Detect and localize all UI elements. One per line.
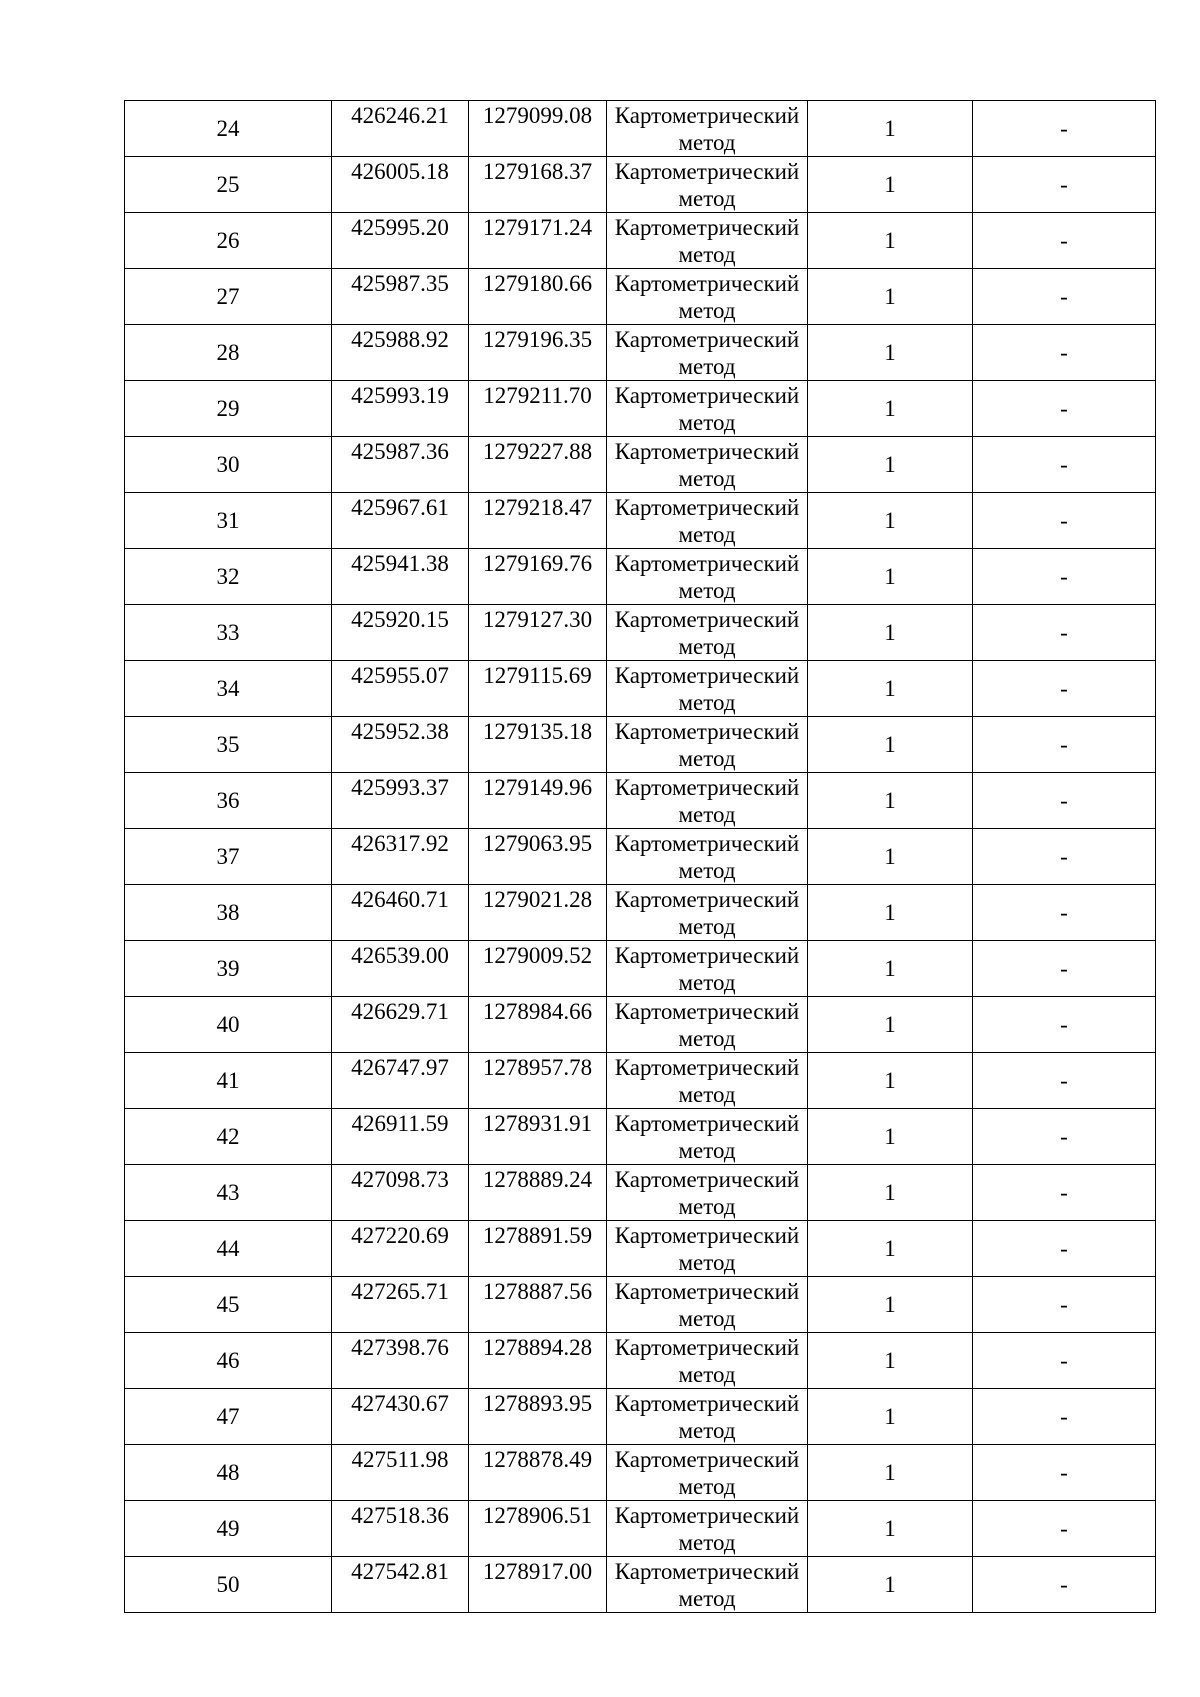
description-cell: - — [973, 213, 1156, 269]
y-coordinate-cell: 1279149.96 — [469, 773, 607, 829]
point-number-cell: 31 — [125, 493, 332, 549]
method-cell — [607, 605, 808, 661]
table-row — [125, 269, 1156, 325]
accuracy-cell: 1 — [808, 1557, 973, 1613]
description-cell: - — [973, 101, 1156, 157]
x-coordinate-cell: 425955.07 — [332, 661, 469, 717]
point-number-cell: 36 — [125, 773, 332, 829]
method-cell — [607, 941, 808, 997]
method-cell — [607, 101, 808, 157]
point-number-cell: 37 — [125, 829, 332, 885]
description-cell: - — [973, 885, 1156, 941]
x-coordinate-cell: 427542.81 — [332, 1557, 469, 1613]
y-coordinate-cell: 1279196.35 — [469, 325, 607, 381]
x-coordinate-cell: 426911.59 — [332, 1109, 469, 1165]
x-coordinate-cell: 427511.98 — [332, 1445, 469, 1501]
table-row — [125, 213, 1156, 269]
method-text: Картометрический метод — [614, 887, 800, 939]
point-number-cell: 38 — [125, 885, 332, 941]
table-row — [125, 1389, 1156, 1445]
description-cell: - — [973, 1445, 1156, 1501]
table-row — [125, 1557, 1156, 1613]
point-number-cell: 35 — [125, 717, 332, 773]
point-number-cell: 29 — [125, 381, 332, 437]
method-cell — [607, 213, 808, 269]
table-row — [125, 549, 1156, 605]
description-cell: - — [973, 605, 1156, 661]
method-text: Картометрический метод — [614, 327, 800, 379]
y-coordinate-cell: 1278906.51 — [469, 1501, 607, 1557]
method-text: Картометрический метод — [614, 495, 800, 547]
x-coordinate-cell: 425995.20 — [332, 213, 469, 269]
point-number-cell: 40 — [125, 997, 332, 1053]
y-coordinate-cell: 1278878.49 — [469, 1445, 607, 1501]
table-row — [125, 1109, 1156, 1165]
method-text: Картометрический метод — [614, 1279, 800, 1331]
point-number-cell: 25 — [125, 157, 332, 213]
accuracy-cell: 1 — [808, 1389, 973, 1445]
accuracy-cell: 1 — [808, 549, 973, 605]
method-text: Картометрический метод — [614, 1167, 800, 1219]
accuracy-cell: 1 — [808, 1053, 973, 1109]
method-cell — [607, 1221, 808, 1277]
y-coordinate-cell: 1279171.24 — [469, 213, 607, 269]
accuracy-cell: 1 — [808, 437, 973, 493]
accuracy-cell: 1 — [808, 1221, 973, 1277]
description-cell: - — [973, 997, 1156, 1053]
method-cell — [607, 1053, 808, 1109]
method-cell — [607, 717, 808, 773]
table-row — [125, 773, 1156, 829]
point-number-cell: 46 — [125, 1333, 332, 1389]
method-cell — [607, 1389, 808, 1445]
point-number-cell: 28 — [125, 325, 332, 381]
method-cell — [607, 493, 808, 549]
accuracy-cell: 1 — [808, 1165, 973, 1221]
point-number-cell: 42 — [125, 1109, 332, 1165]
y-coordinate-cell: 1279211.70 — [469, 381, 607, 437]
table-row — [125, 829, 1156, 885]
table-row — [125, 605, 1156, 661]
method-text: Картометрический метод — [614, 663, 800, 715]
x-coordinate-cell: 426317.92 — [332, 829, 469, 885]
method-text: Картометрический метод — [614, 943, 800, 995]
point-number-cell: 43 — [125, 1165, 332, 1221]
method-cell — [607, 1277, 808, 1333]
description-cell: - — [973, 1501, 1156, 1557]
point-number-cell: 41 — [125, 1053, 332, 1109]
method-cell — [607, 1165, 808, 1221]
accuracy-cell: 1 — [808, 717, 973, 773]
accuracy-cell: 1 — [808, 381, 973, 437]
y-coordinate-cell: 1279127.30 — [469, 605, 607, 661]
y-coordinate-cell: 1279227.88 — [469, 437, 607, 493]
accuracy-cell: 1 — [808, 1501, 973, 1557]
table-row — [125, 941, 1156, 997]
x-coordinate-cell: 425988.92 — [332, 325, 469, 381]
table-row — [125, 1165, 1156, 1221]
y-coordinate-cell: 1278893.95 — [469, 1389, 607, 1445]
point-number-cell: 45 — [125, 1277, 332, 1333]
description-cell: - — [973, 1557, 1156, 1613]
y-coordinate-cell: 1279021.28 — [469, 885, 607, 941]
description-cell: - — [973, 157, 1156, 213]
y-coordinate-cell: 1279063.95 — [469, 829, 607, 885]
x-coordinate-cell: 426629.71 — [332, 997, 469, 1053]
method-cell — [607, 885, 808, 941]
method-cell — [607, 829, 808, 885]
description-cell: - — [973, 773, 1156, 829]
y-coordinate-cell: 1278894.28 — [469, 1333, 607, 1389]
y-coordinate-cell: 1278984.66 — [469, 997, 607, 1053]
method-cell — [607, 661, 808, 717]
description-cell: - — [973, 1109, 1156, 1165]
method-text: Картометрический метод — [614, 551, 800, 603]
x-coordinate-cell: 427430.67 — [332, 1389, 469, 1445]
x-coordinate-cell: 427518.36 — [332, 1501, 469, 1557]
method-cell — [607, 1109, 808, 1165]
accuracy-cell: 1 — [808, 157, 973, 213]
description-cell: - — [973, 269, 1156, 325]
y-coordinate-cell: 1278889.24 — [469, 1165, 607, 1221]
method-cell — [607, 1333, 808, 1389]
y-coordinate-cell: 1278887.56 — [469, 1277, 607, 1333]
method-text: Картометрический метод — [614, 775, 800, 827]
point-number-cell: 24 — [125, 101, 332, 157]
x-coordinate-cell: 426539.00 — [332, 941, 469, 997]
method-text: Картометрический метод — [614, 159, 800, 211]
accuracy-cell: 1 — [808, 829, 973, 885]
x-coordinate-cell: 425993.37 — [332, 773, 469, 829]
y-coordinate-cell: 1278891.59 — [469, 1221, 607, 1277]
coordinates-table — [124, 100, 1156, 1613]
x-coordinate-cell: 425987.35 — [332, 269, 469, 325]
description-cell: - — [973, 381, 1156, 437]
accuracy-cell: 1 — [808, 269, 973, 325]
description-cell: - — [973, 1389, 1156, 1445]
y-coordinate-cell: 1279135.18 — [469, 717, 607, 773]
method-cell — [607, 997, 808, 1053]
y-coordinate-cell: 1278957.78 — [469, 1053, 607, 1109]
method-cell — [607, 1501, 808, 1557]
method-cell — [607, 325, 808, 381]
x-coordinate-cell: 427265.71 — [332, 1277, 469, 1333]
accuracy-cell: 1 — [808, 325, 973, 381]
method-text: Картометрический метод — [614, 1559, 800, 1611]
point-number-cell: 30 — [125, 437, 332, 493]
method-cell — [607, 1445, 808, 1501]
y-coordinate-cell: 1278931.91 — [469, 1109, 607, 1165]
point-number-cell: 33 — [125, 605, 332, 661]
x-coordinate-cell: 425952.38 — [332, 717, 469, 773]
point-number-cell: 32 — [125, 549, 332, 605]
x-coordinate-cell: 427220.69 — [332, 1221, 469, 1277]
method-cell — [607, 773, 808, 829]
accuracy-cell: 1 — [808, 605, 973, 661]
description-cell: - — [973, 325, 1156, 381]
accuracy-cell: 1 — [808, 1445, 973, 1501]
coordinates-table-body — [125, 101, 1156, 1613]
method-text: Картометрический метод — [614, 1391, 800, 1443]
method-text: Картометрический метод — [614, 1335, 800, 1387]
table-row — [125, 325, 1156, 381]
description-cell: - — [973, 661, 1156, 717]
method-text: Картометрический метод — [614, 1111, 800, 1163]
method-text: Картометрический метод — [614, 999, 800, 1051]
point-number-cell: 49 — [125, 1501, 332, 1557]
table-row — [125, 101, 1156, 157]
table-row — [125, 1053, 1156, 1109]
accuracy-cell: 1 — [808, 1109, 973, 1165]
method-cell — [607, 437, 808, 493]
method-text: Картометрический метод — [614, 719, 800, 771]
table-row — [125, 1221, 1156, 1277]
method-text: Картометрический метод — [614, 1447, 800, 1499]
y-coordinate-cell: 1279218.47 — [469, 493, 607, 549]
method-text: Картометрический метод — [614, 271, 800, 323]
x-coordinate-cell: 426005.18 — [332, 157, 469, 213]
method-text: Картометрический метод — [614, 1055, 800, 1107]
y-coordinate-cell: 1278917.00 — [469, 1557, 607, 1613]
method-text: Картометрический метод — [614, 215, 800, 267]
accuracy-cell: 1 — [808, 1333, 973, 1389]
description-cell: - — [973, 1333, 1156, 1389]
point-number-cell: 27 — [125, 269, 332, 325]
accuracy-cell: 1 — [808, 941, 973, 997]
x-coordinate-cell: 425993.19 — [332, 381, 469, 437]
method-text: Картометрический метод — [614, 1503, 800, 1555]
description-cell: - — [973, 717, 1156, 773]
table-row — [125, 1333, 1156, 1389]
y-coordinate-cell: 1279099.08 — [469, 101, 607, 157]
method-text: Картометрический метод — [614, 607, 800, 659]
table-row — [125, 493, 1156, 549]
y-coordinate-cell: 1279168.37 — [469, 157, 607, 213]
description-cell: - — [973, 437, 1156, 493]
method-text: Картометрический метод — [614, 439, 800, 491]
method-cell — [607, 269, 808, 325]
x-coordinate-cell: 425920.15 — [332, 605, 469, 661]
description-cell: - — [973, 549, 1156, 605]
x-coordinate-cell: 426460.71 — [332, 885, 469, 941]
accuracy-cell: 1 — [808, 661, 973, 717]
x-coordinate-cell: 427098.73 — [332, 1165, 469, 1221]
method-cell — [607, 1557, 808, 1613]
table-row — [125, 717, 1156, 773]
description-cell: - — [973, 829, 1156, 885]
table-row — [125, 885, 1156, 941]
table-row — [125, 1277, 1156, 1333]
accuracy-cell: 1 — [808, 997, 973, 1053]
description-cell: - — [973, 941, 1156, 997]
accuracy-cell: 1 — [808, 1277, 973, 1333]
table-row — [125, 157, 1156, 213]
x-coordinate-cell: 426246.21 — [332, 101, 469, 157]
method-cell — [607, 381, 808, 437]
description-cell: - — [973, 493, 1156, 549]
table-row — [125, 1501, 1156, 1557]
x-coordinate-cell: 425987.36 — [332, 437, 469, 493]
table-row — [125, 661, 1156, 717]
x-coordinate-cell: 425941.38 — [332, 549, 469, 605]
point-number-cell: 34 — [125, 661, 332, 717]
method-text: Картометрический метод — [614, 831, 800, 883]
method-cell — [607, 549, 808, 605]
table-row — [125, 997, 1156, 1053]
point-number-cell: 50 — [125, 1557, 332, 1613]
description-cell: - — [973, 1165, 1156, 1221]
x-coordinate-cell: 426747.97 — [332, 1053, 469, 1109]
method-text: Картометрический метод — [614, 103, 800, 155]
y-coordinate-cell: 1279180.66 — [469, 269, 607, 325]
point-number-cell: 44 — [125, 1221, 332, 1277]
accuracy-cell: 1 — [808, 773, 973, 829]
method-cell — [607, 157, 808, 213]
description-cell: - — [973, 1053, 1156, 1109]
method-text: Картометрический метод — [614, 1223, 800, 1275]
accuracy-cell: 1 — [808, 213, 973, 269]
point-number-cell: 47 — [125, 1389, 332, 1445]
description-cell: - — [973, 1221, 1156, 1277]
accuracy-cell: 1 — [808, 493, 973, 549]
description-cell: - — [973, 1277, 1156, 1333]
point-number-cell: 39 — [125, 941, 332, 997]
point-number-cell: 26 — [125, 213, 332, 269]
point-number-cell: 48 — [125, 1445, 332, 1501]
y-coordinate-cell: 1279115.69 — [469, 661, 607, 717]
x-coordinate-cell: 427398.76 — [332, 1333, 469, 1389]
method-text: Картометрический метод — [614, 383, 800, 435]
table-row — [125, 1445, 1156, 1501]
accuracy-cell: 1 — [808, 101, 973, 157]
table-row — [125, 381, 1156, 437]
y-coordinate-cell: 1279009.52 — [469, 941, 607, 997]
table-row — [125, 437, 1156, 493]
accuracy-cell: 1 — [808, 885, 973, 941]
x-coordinate-cell: 425967.61 — [332, 493, 469, 549]
y-coordinate-cell: 1279169.76 — [469, 549, 607, 605]
